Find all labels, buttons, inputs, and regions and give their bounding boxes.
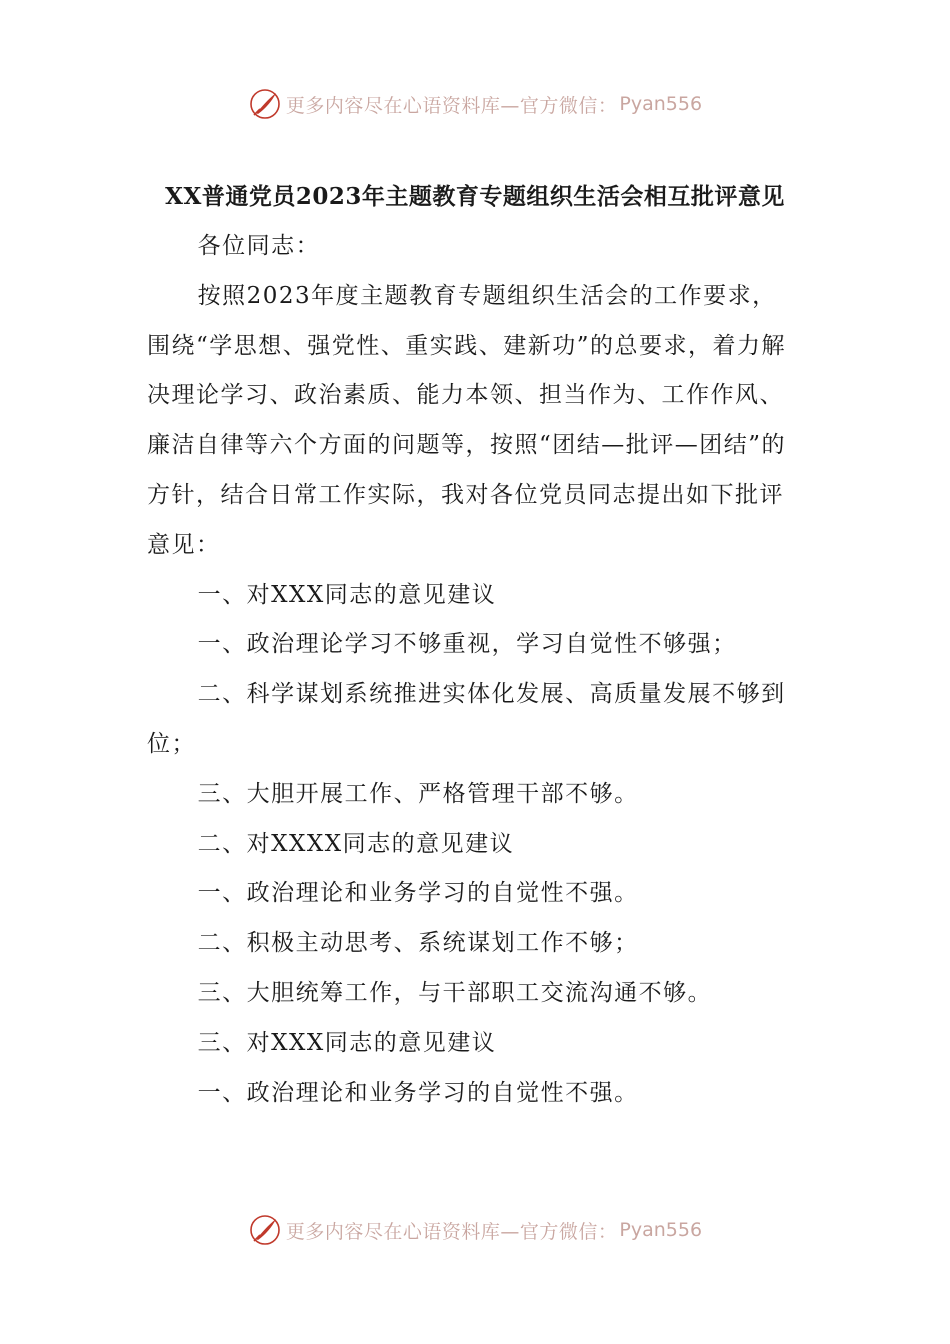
watermark-header: [0, 84, 950, 124]
section-heading: 二、对XXXX同志的意见建议: [197, 830, 515, 857]
section-heading: 三、对XXX同志的意见建议: [197, 1029, 497, 1056]
salutation-paragraph: 各位同志：: [197, 233, 321, 259]
list-item: 二、科学谋划系统推进实体化发展、高质量发展不够到位；: [147, 681, 786, 757]
document-body: [147, 222, 787, 1118]
watermark-text: 更多内容尽在心语资料库—官方微信：: [285, 94, 618, 117]
list-item: 一、政治理论和业务学习的自觉性不强。: [197, 1079, 639, 1106]
quill-logo-icon: [248, 1213, 282, 1247]
list-item: 一、政治理论和业务学习的自觉性不强。: [197, 880, 639, 907]
intro-paragraph: 按照2023年度主题教育专题组织生活会的工作要求，围绕“学思想、强党性、重实践、建新功”的总要求，着力解决理论学习、政治素质、能力本领、担当作为、工作作风、廉洁自律等六个方面的问题等，按照“团结—批评—团结”的方针，结合日常工作实际，我对各位党员同志提出如下批评意见：: [147, 282, 787, 558]
list-item: 一、政治理论学习不够重视，学习自觉性不够强；: [197, 631, 737, 658]
quill-logo-icon: [248, 87, 282, 121]
watermark-wechat-id: Pyan556: [619, 93, 703, 115]
section-heading: 一、对XXX同志的意见建议: [197, 581, 497, 608]
list-item: 三、大胆统筹工作，与干部职工交流沟通不够。: [197, 979, 713, 1006]
watermark-footer: [0, 1210, 950, 1250]
list-item: 三、大胆开展工作、严格管理干部不够。: [197, 780, 639, 807]
watermark-text: 更多内容尽在心语资料库—官方微信：: [285, 1220, 618, 1243]
watermark-wechat-id: Pyan556: [619, 1219, 703, 1241]
list-item: 二、积极主动思考、系统谋划工作不够；: [197, 930, 639, 957]
document-title: XX普通党员2023年主题教育专题组织生活会相互批评意见: [165, 183, 785, 210]
